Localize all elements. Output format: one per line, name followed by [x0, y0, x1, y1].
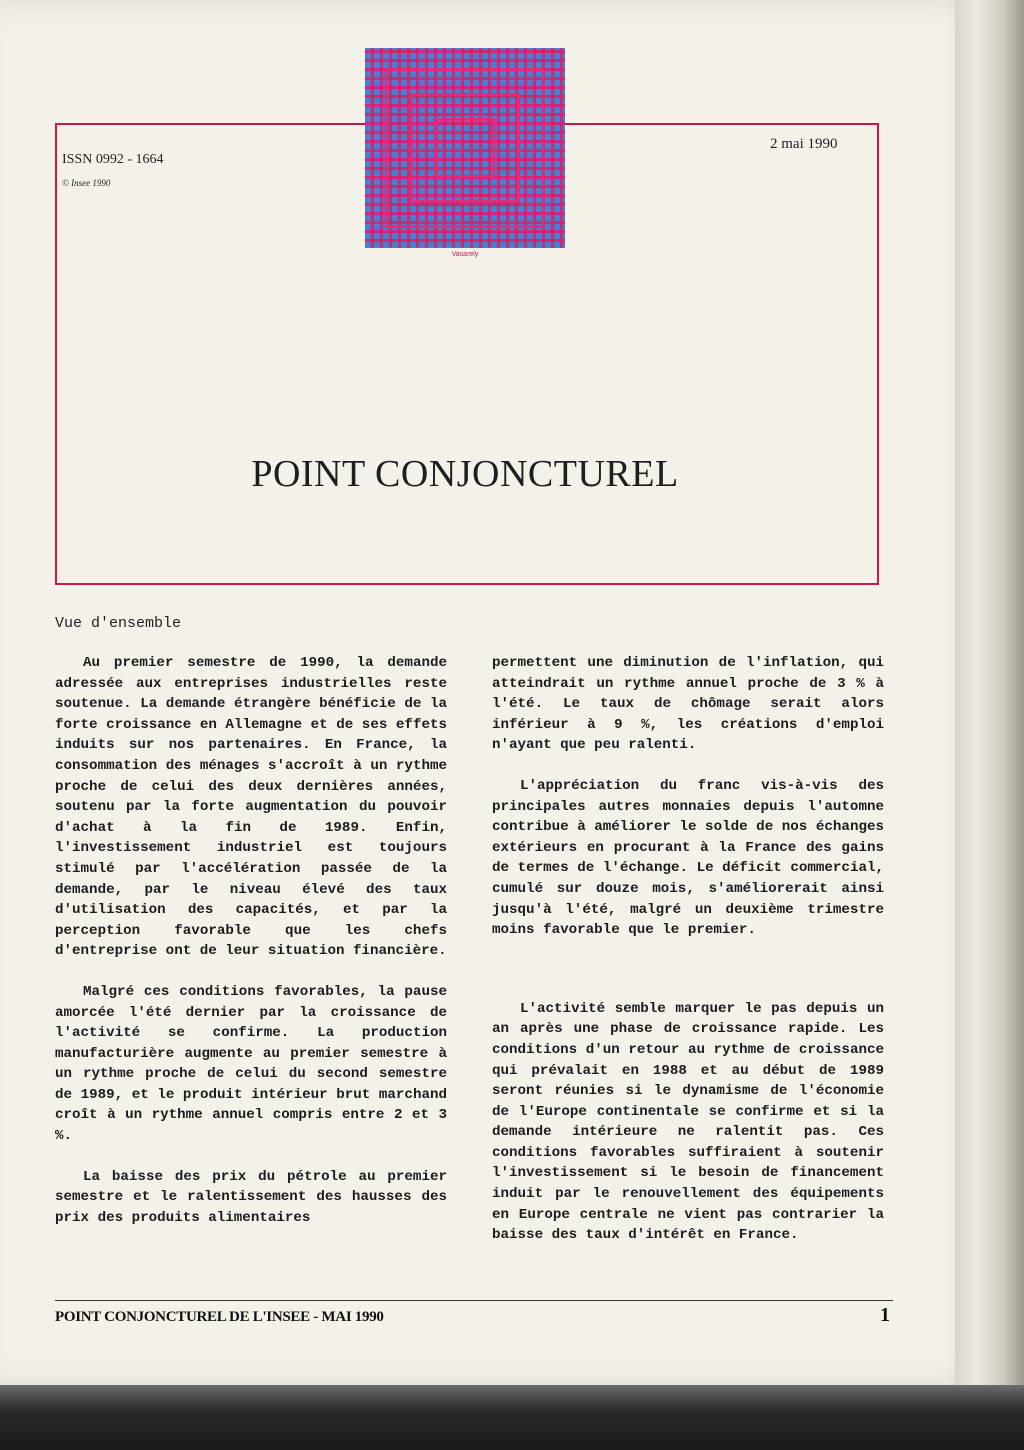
paragraph: Au premier semestre de 1990, la demande adressée aux entreprises industrielles reste soutenue. La demande étrangère bénéficie de la forte croissance en Allemagne et de ses effets induits sur nos partenaires. En France, la consommation des ménages s'accroît à un rythme proche de celui des deux dernières années, soutenu par la forte augmentation du pouvoir d'achat à la fin de 1989. Enfin, l'investissement industriel est toujours stimulé par l'accélération passée de la demande, par le niveau élevé des taux d'utilisation des capacités, et par la perception favorable que les chefs d'entreprise ont de leur situation financière. — [55, 655, 447, 960]
footer-publication: POINT CONJONCTUREL DE L'INSEE - MAI 1990 — [55, 1309, 384, 1325]
paragraph: L'appréciation du franc vis-à-vis des principales autres monnaies depuis l'automne contribue à améliorer le solde de nos échanges extérieurs en procurant à la France des gains de termes de l'échange. Le déficit commercial, cumulé sur douze mois, s'améliorerait ainsi jusqu'à l'été, malgré un deuxième trimestre moins favorable que le premier. — [492, 777, 884, 939]
document-title: POINT CONJONCTUREL — [251, 453, 679, 495]
frame-top-rule-right — [565, 123, 877, 125]
issn-number: ISSN 0992 - 1664 — [62, 152, 164, 167]
frame-top-rule-left — [55, 123, 365, 125]
paragraph: Malgré ces conditions favorables, la pause amorcée l'été dernier par la croissance de l'activité se confirme. La production manufacturière augmente au premier semestre à un rythme proche de celui du second semestre de 1989, et le produit intérieur brut marchand croît à un rythme annuel compris entre 2 et 3 %. — [55, 983, 447, 1145]
paragraph: La baisse des prix du pétrole au premier semestre et le ralentissement des hausses des prix des produits alimentaires — [55, 1168, 447, 1226]
page-number: 1 — [880, 1304, 890, 1326]
logo-caption: Vasarely — [451, 251, 479, 258]
page-stack-edge — [955, 0, 1024, 1385]
copyright-notice: © Insee 1990 — [62, 178, 111, 188]
paragraph: L'activité semble marquer le pas depuis un an après une phase de croissance rapide. Les conditions d'un retour au rythme de croissance qui prévalait en 1988 et au début de 1989 seront réunies si le dynamisme de l'économie de l'Europe continentale se confirme et si la demande intérieure ne ralentit pas. Ces conditions favorables suffiraient à soutenir l'investissement si le besoin de financement induit par le renouvellement des équipements en Europe centrale ne vient pas contrarier la baisse des taux d'intérêt en France. — [492, 1000, 884, 1244]
right-column — [492, 653, 884, 1246]
paragraph: permettent une diminution de l'inflation, qui atteindrait un rythme annuel proche de 3 % à l'été. Le taux de chômage serait alors inférieur à 9 %, les créations d'emploi n'ayant que peu ralenti. — [492, 655, 884, 754]
publication-date: 2 mai 1990 — [770, 136, 838, 152]
left-column — [55, 653, 447, 1228]
scan-bottom-shadow — [0, 1385, 1024, 1450]
section-heading: Vue d'ensemble — [55, 615, 182, 632]
vasarely-logo-image — [365, 48, 565, 248]
footer-rule — [55, 1300, 893, 1301]
